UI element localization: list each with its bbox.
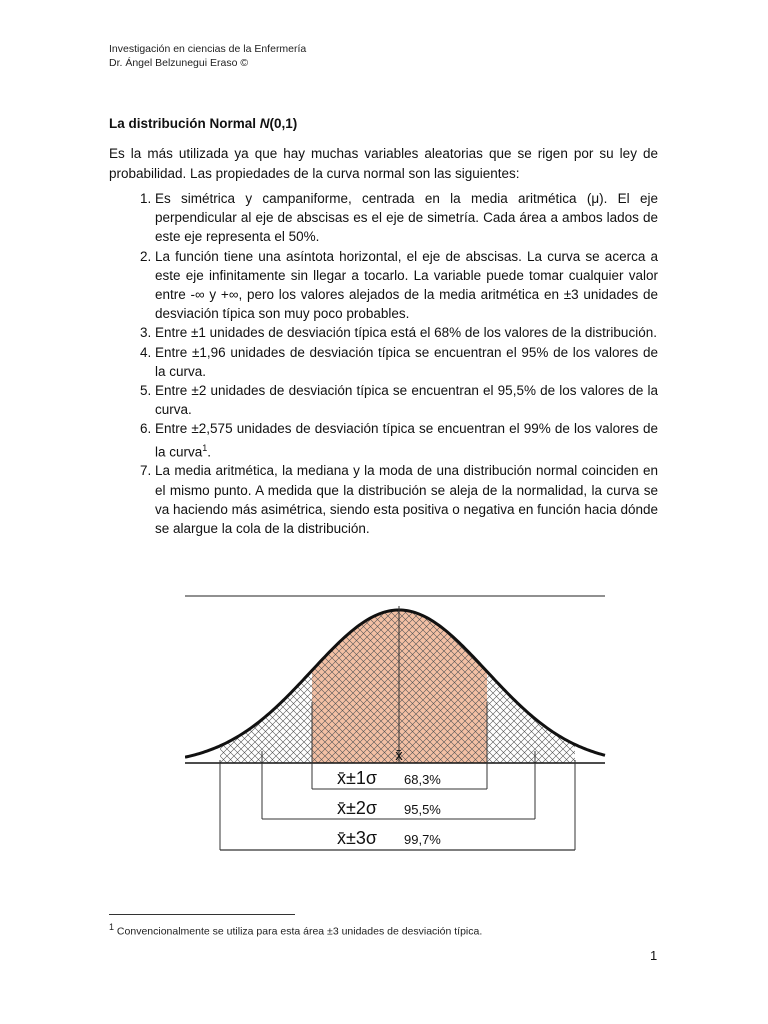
intro-paragraph: Es la más utilizada ya que hay muchas variables aleatorias que se rigen por su ley de probabilidad. Las propiedades de la curva normal son las siguientes:	[109, 146, 658, 181]
header-author: Dr. Ángel Belzunegui Eraso ©	[109, 57, 249, 69]
list-item	[155, 343, 658, 381]
footnote	[109, 922, 482, 938]
list-item: 6. Entre ±2,575 unidades de desviación típica se encuentran el 99% de los valores de la curva$^1$.	[155, 419, 658, 461]
property-text: Entre ±1 unidades de desviación típica está el 68% de los valores de la distribución.	[155, 325, 657, 341]
section-title-suffix: (0,1)	[269, 116, 298, 131]
interval3-label: x̄±3σ	[337, 828, 377, 848]
list-item	[155, 189, 658, 247]
mean-label: x̄	[395, 747, 403, 764]
list-item	[155, 247, 658, 324]
property-text: Entre ±2 unidades de desviación típica se encuentran el 95,5% de los valores de la curva.	[155, 383, 658, 418]
list-item	[155, 381, 658, 419]
footnote-separator	[109, 914, 295, 915]
section-title-prefix: La distribución Normal	[109, 116, 260, 131]
interval2-percent: 95,5%	[404, 802, 441, 817]
list-item	[155, 323, 658, 342]
document-header	[109, 42, 306, 70]
interval1-label: x̄±1σ	[337, 768, 377, 788]
property-text: Entre ±2,575 unidades de desviación típica se encuentran el 99% de los valores de la curva	[155, 421, 658, 460]
page-number: 1	[650, 948, 658, 963]
property-text: Entre ±1,96 unidades de desviación típica se encuentran el 95% de los valores de la curva.	[155, 344, 658, 379]
normal-curve-diagram	[185, 588, 610, 854]
properties-list	[109, 189, 658, 538]
property-text: Es simétrica y campaniforme, centrada en la media aritmética (μ). El eje perpendicular al eje de abscisas es el eje de simetría. Cada área a ambos lados de este eje representa el 50%.	[155, 191, 658, 245]
property-text: La media aritmética, la mediana y la moda de una distribución normal coinciden en el mismo punto. A medida que la distribución se aleja de la normalidad, la curva se va haciendo más asimétrica, siendo esta positiva o negativa en función hacia dónde se alargue la cola de la distribución.	[155, 463, 658, 536]
footnote-text: Convencionalmente se utiliza para esta área ±3 unidades de desviación típica.	[114, 925, 483, 938]
footnote-reference: 1	[202, 442, 208, 453]
property-text: La función tiene una asíntota horizontal, el eje de abscisas. La curva se acerca a este eje infinitamente sin llegar a tocarlo. La variable puede tomar cualquier valor entre -∞ y +∞, pero los valores alejados de la media aritmética en ±3 unidades de desviación típica son muy poco probables.	[155, 248, 658, 322]
normal-distribution-figure	[185, 588, 610, 854]
footnote-marker: 1	[109, 922, 115, 932]
header-course-title: Investigación en ciencias de la Enfermería	[109, 43, 307, 55]
interval1-percent: 68,3%	[404, 772, 441, 787]
section-title-symbol: N	[259, 116, 270, 131]
section-title	[109, 116, 297, 131]
interval3-percent: 99,7%	[404, 832, 441, 847]
interval2-label: x̄±2σ	[337, 798, 377, 818]
list-item	[155, 461, 658, 538]
